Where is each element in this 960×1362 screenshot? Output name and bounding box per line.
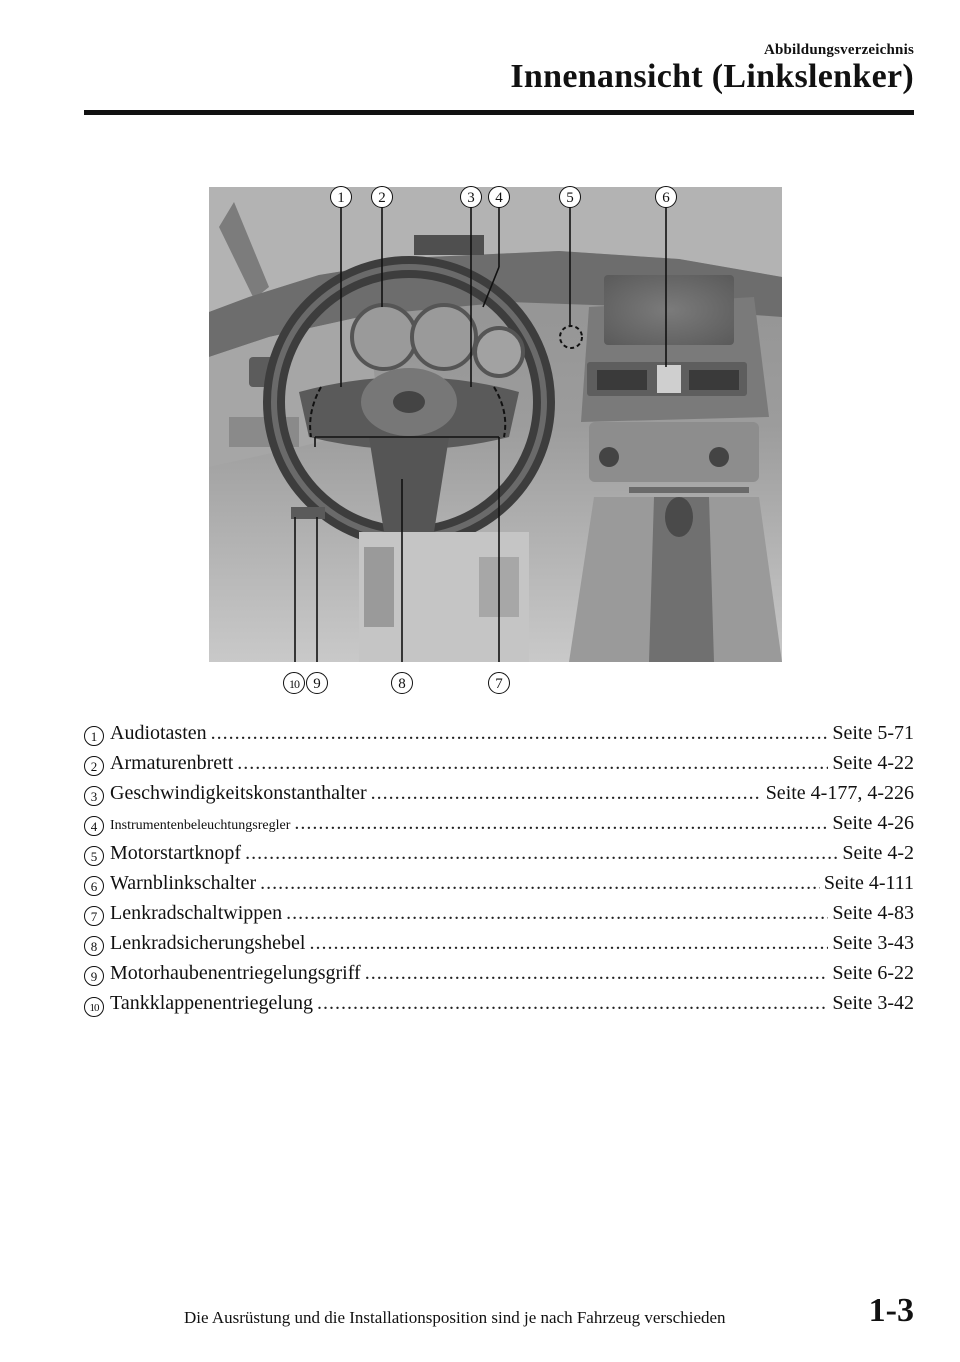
dot-leader: [309, 932, 828, 955]
item-label: Geschwindigkeitskonstanthalter: [110, 782, 367, 804]
list-item: [84, 992, 914, 1022]
list-item: [84, 842, 914, 872]
list-item: [84, 932, 914, 962]
interior-illustration: [209, 187, 782, 662]
item-label: Lenkradsicherungshebel: [110, 932, 306, 954]
page-number: 1-3: [868, 1292, 914, 1329]
page-reference: Seite 6-22: [832, 962, 914, 984]
item-label: Warnblinkschalter: [110, 872, 257, 894]
dot-leader: [371, 782, 762, 805]
list-item: [84, 752, 914, 782]
dot-leader: [260, 872, 820, 895]
item-label: Motorhaubenentriegelungsgriff: [110, 962, 361, 984]
callout-2: 2: [371, 186, 393, 208]
item-number: 6: [84, 876, 104, 896]
item-number: 1: [84, 726, 104, 746]
page-reference: Seite 4-2: [842, 842, 914, 864]
callout-5: 5: [559, 186, 581, 208]
list-item: [84, 902, 914, 932]
callout-9: 9: [306, 672, 328, 694]
dot-leader: [317, 992, 828, 1015]
page-reference: Seite 4-111: [823, 872, 914, 894]
callout-8: 8: [391, 672, 413, 694]
list-item: [84, 812, 914, 842]
component-list: [84, 722, 914, 1022]
item-label: Instrumentenbeleuchtungsregler: [110, 818, 291, 833]
page-reference: Seite 4-22: [832, 752, 914, 774]
callout-1: 1: [330, 186, 352, 208]
page-reference: Seite 4-26: [832, 812, 914, 834]
page-reference: Seite 4-177, 4-226: [765, 782, 914, 804]
callout-4: 4: [488, 186, 510, 208]
list-item: [84, 962, 914, 992]
dot-leader: [294, 812, 828, 835]
page-title: Innenansicht (Linkslenker): [510, 58, 914, 95]
list-item: [84, 872, 914, 902]
list-item: [84, 722, 914, 752]
item-label: Audiotasten: [110, 722, 207, 744]
item-number: 4: [84, 816, 104, 836]
callout-7: 7: [488, 672, 510, 694]
callout-10: 10: [283, 672, 305, 694]
item-label: Armaturenbrett: [110, 752, 234, 774]
item-number: 9: [84, 966, 104, 986]
page-reference: Seite 5-71: [832, 722, 914, 744]
dot-leader: [286, 902, 828, 925]
page-reference: Seite 4-83: [832, 902, 914, 924]
callout-6: 6: [655, 186, 677, 208]
section-title: Abbildungsverzeichnis: [763, 42, 914, 58]
dot-leader: [245, 842, 838, 865]
item-number: 7: [84, 906, 104, 926]
footer-note: Die Ausrüstung und die Installationsposition sind je nach Fahrzeug verschieden: [184, 1308, 726, 1327]
dot-leader: [211, 722, 829, 745]
item-label: Lenkradschaltwippen: [110, 902, 283, 924]
item-number: 8: [84, 936, 104, 956]
header-rule: [84, 110, 914, 115]
dot-leader: [365, 962, 829, 985]
list-item: [84, 782, 914, 812]
item-label: Motorstartknopf: [110, 842, 242, 864]
page-reference: Seite 3-42: [832, 992, 914, 1014]
page-reference: Seite 3-43: [832, 932, 914, 954]
item-number: 3: [84, 786, 104, 806]
item-number: 10: [84, 997, 104, 1017]
dashboard-drawing: [209, 187, 782, 662]
item-number: 5: [84, 846, 104, 866]
callout-3: 3: [460, 186, 482, 208]
dot-leader: [237, 752, 828, 775]
item-number: 2: [84, 756, 104, 776]
item-label: Tankklappenentriegelung: [110, 992, 313, 1014]
